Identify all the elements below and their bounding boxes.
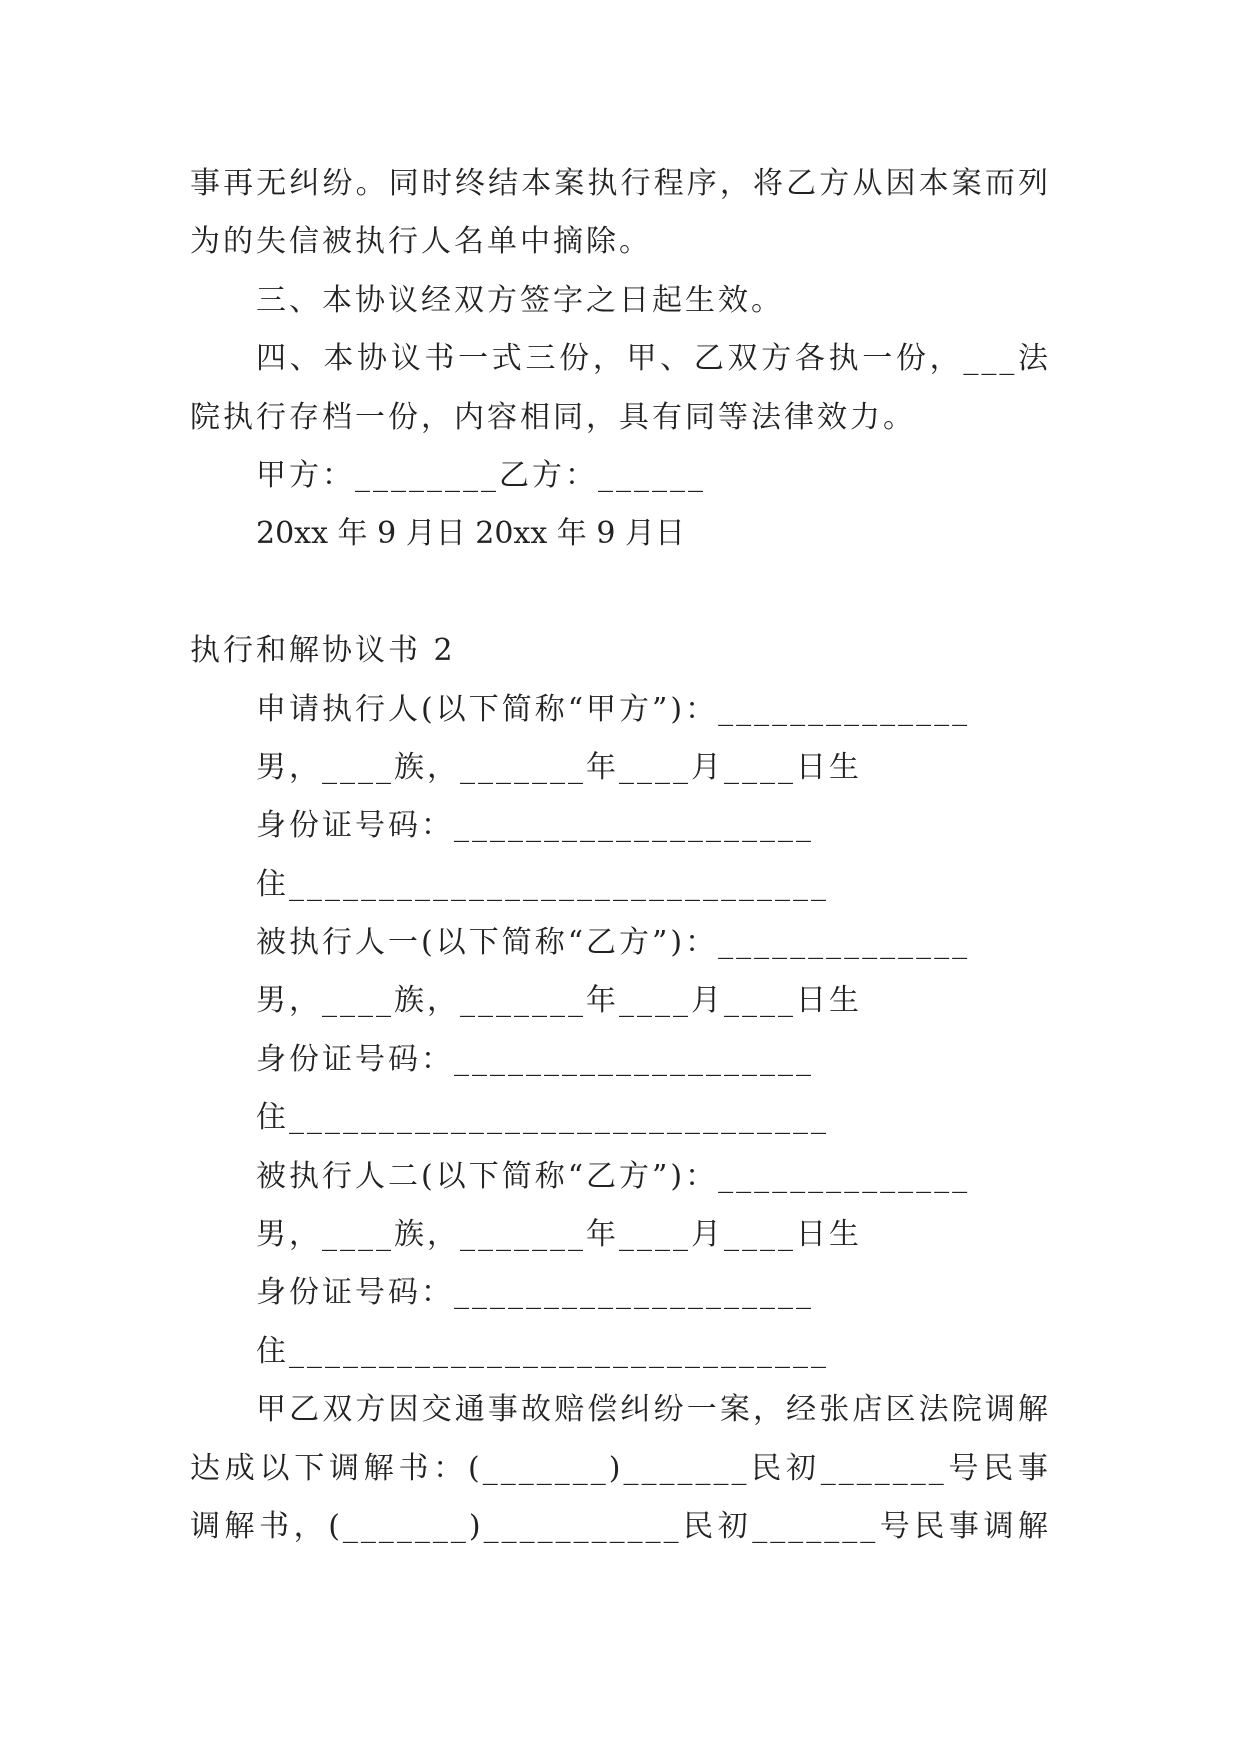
party-block-respondent-1 [190,914,1051,1148]
document-body [190,155,1051,1556]
clause-4-line-1: 四、本协议书一式三份，甲、乙双方各执一份，___法 [256,341,1051,377]
signature-line: 甲方：________乙方：______ [256,457,706,493]
mediation-line-2: 达成以下调解书：(_______)_______民初_______号民事 [190,1450,1051,1486]
clause-2-continuation-line-2: 为的失信被执行人名单中摘除。 [190,224,652,260]
party-id-line: 身份证号码：____________________ [256,808,814,844]
clause-2-continuation-line-1: 事再无纠纷。同时终结本案执行程序，将乙方从因本案而列 [190,166,1051,201]
party-birth-line: 男，____族，_______年____月____日生 [256,749,862,785]
blank-spacer [190,564,1051,622]
agreement-title: 执行和解协议书 2 [190,633,456,669]
date-line: 20xx 年 9 月日 20xx 年 9 月日 [256,516,685,552]
party-address-line: 住______________________________ [256,1100,829,1136]
party-birth-line: 男，____族，_______年____月____日生 [256,1217,862,1253]
party-block-respondent-2 [190,1148,1051,1382]
mediation-line-3: 调解书，(_______)___________民初_______号民事调解 [190,1508,1051,1544]
party-address-line: 住______________________________ [256,866,829,902]
mediation-line-1: 甲乙双方因交通事故赔偿纠纷一案，经张店区法院调解 [256,1392,1051,1428]
party-id-line: 身份证号码：____________________ [256,1275,814,1311]
clause-3: 三、本协议经双方签字之日起生效。 [256,282,784,318]
party-heading: 被执行人一(以下简称“乙方”)：______________ [256,925,971,961]
party-birth-line: 男，____族，_______年____月____日生 [256,983,862,1019]
party-heading: 申请执行人(以下简称“甲方”)：______________ [256,691,971,727]
party-address-line: 住______________________________ [256,1333,829,1369]
mediation-paragraph [190,1381,1051,1556]
party-id-line: 身份证号码：____________________ [256,1041,814,1077]
party-block-applicant [190,681,1051,915]
party-heading: 被执行人二(以下简称“乙方”)：______________ [256,1158,971,1194]
clause-4-line-2: 院执行存档一份，内容相同，具有同等法律效力。 [190,399,916,435]
